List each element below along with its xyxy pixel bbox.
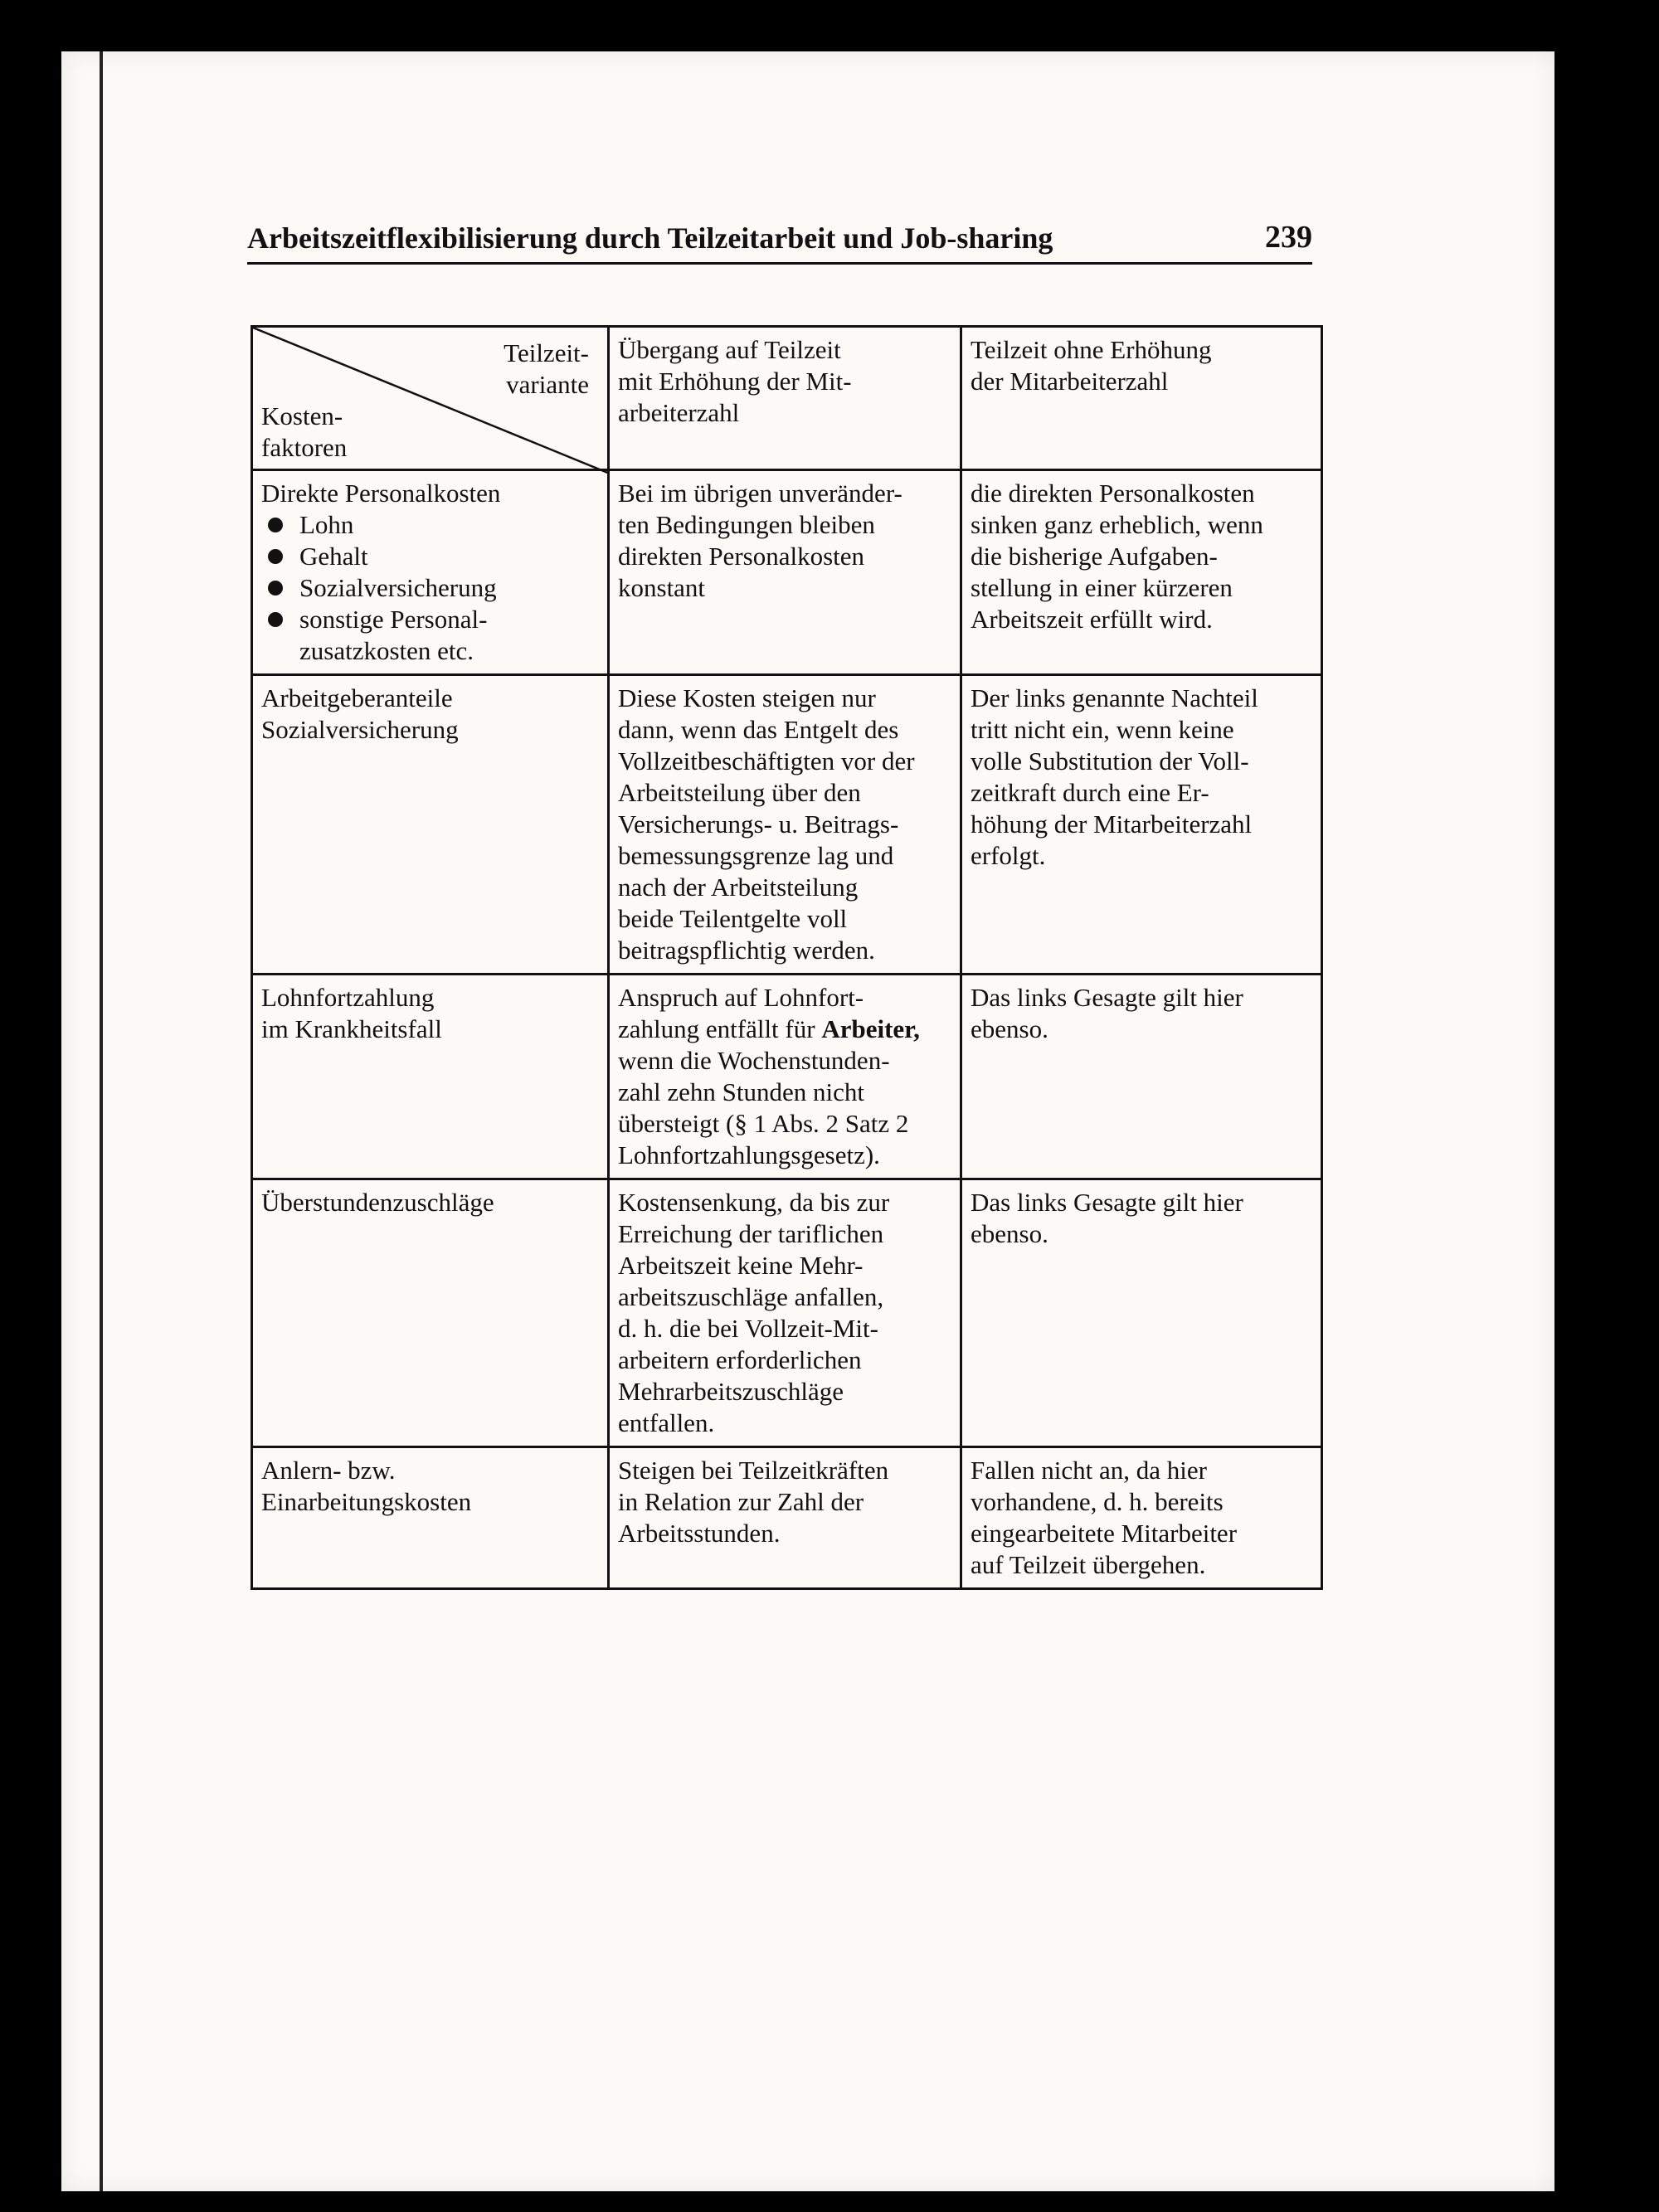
factor-cell: Arbeitgeberanteile Sozialversicherung <box>252 675 609 975</box>
corner-bottom-label: Kosten- faktoren <box>261 401 348 462</box>
header-title: Arbeitszeitflexibilisierung durch Teilzeitarbeit und Job-sharing <box>247 221 1053 255</box>
without-increase-cell: Das links Gesagte gilt hier ebenso. <box>961 1179 1322 1447</box>
without-increase-cell: Das links Gesagte gilt hier ebenso. <box>961 975 1322 1179</box>
bullet-icon <box>268 581 283 596</box>
factor-label: Direkte Personalkosten <box>261 479 501 508</box>
with-increase-cell: Kostensenkung, da bis zur Erreichung der tariflichen Arbeitszeit keine Mehr- arbeitszuschläge anfallen, d. h. die bei Vollzeit-Mit- arbeitern erforderlichen Mehrarbeitszuschläge entfallen. <box>609 1179 961 1447</box>
without-increase-cell: Fallen nicht an, da hier vorhandene, d. h. bereits eingearbeitete Mitarbeiter auf Teilzeit übergehen. <box>961 1447 1322 1589</box>
list-item: Lohn <box>261 509 599 541</box>
table-row <box>252 1179 1322 1447</box>
table-row <box>252 470 1322 675</box>
list-item: Sozialversicherung <box>261 572 599 604</box>
running-header <box>247 212 1312 265</box>
table-row <box>252 1447 1322 1589</box>
diagonal-corner-cell <box>252 327 609 470</box>
without-increase-cell: die direkten Personalkosten sinken ganz erheblich, wenn die bisherige Aufgaben- stellung in einer kürzeren Arbeitszeit erfüllt wird. <box>961 470 1322 675</box>
table-row <box>252 975 1322 1179</box>
bold-term: Arbeiter, <box>821 1014 920 1043</box>
bullet-icon <box>268 549 283 564</box>
list-item: sonstige Personal- zusatzkosten etc. <box>261 604 599 667</box>
with-increase-cell: Anspruch auf Lohnfort- zahlung entfällt für Arbeiter, wenn die Wochenstunden- zahl zehn Stunden nicht übersteigt (§ 1 Abs. 2 Satz 2 Lohnfortzahlungsgesetz). <box>609 975 961 1179</box>
factor-cell <box>252 470 609 675</box>
corner-top-label: Teilzeit- variante <box>504 338 589 399</box>
factor-cell: Überstundenzuschläge <box>252 1179 609 1447</box>
list-item: Gehalt <box>261 541 599 572</box>
table-header-row <box>252 327 1322 470</box>
table-row <box>252 675 1322 975</box>
column-header-without-increase: Teilzeit ohne Erhöhung der Mitarbeiterzahl <box>961 327 1322 470</box>
with-increase-cell: Diese Kosten steigen nur dann, wenn das Entgelt des Vollzeitbeschäftigten vor der Arbeitsteilung über den Versicherungs- u. Beitrags- bemessungsgrenze lag und nach der Arbeitsteilung beide Teilentgelte voll beitragspflichtig werden. <box>609 675 961 975</box>
factor-cell: Lohnfortzahlung im Krankheitsfall <box>252 975 609 1179</box>
page-binding-edge <box>100 51 103 2191</box>
without-increase-cell: Der links genannte Nachteil tritt nicht ein, wenn keine volle Substitution der Voll- zeitkraft durch eine Er- höhung der Mitarbeiterzahl erfolgt. <box>961 675 1322 975</box>
with-increase-cell: Steigen bei Teilzeitkräften in Relation zur Zahl der Arbeitsstunden. <box>609 1447 961 1589</box>
bullet-icon <box>268 612 283 627</box>
bullet-list <box>261 509 599 667</box>
column-header-with-increase: Übergang auf Teilzeit mit Erhöhung der Mit- arbeiterzahl <box>609 327 961 470</box>
page-number: 239 <box>1265 220 1312 255</box>
cost-factor-table <box>251 325 1323 1590</box>
with-increase-cell: Bei im übrigen unveränder- ten Bedingungen bleiben direkten Personalkosten konstant <box>609 470 961 675</box>
bullet-icon <box>268 518 283 532</box>
factor-cell: Anlern- bzw. Einarbeitungskosten <box>252 1447 609 1589</box>
